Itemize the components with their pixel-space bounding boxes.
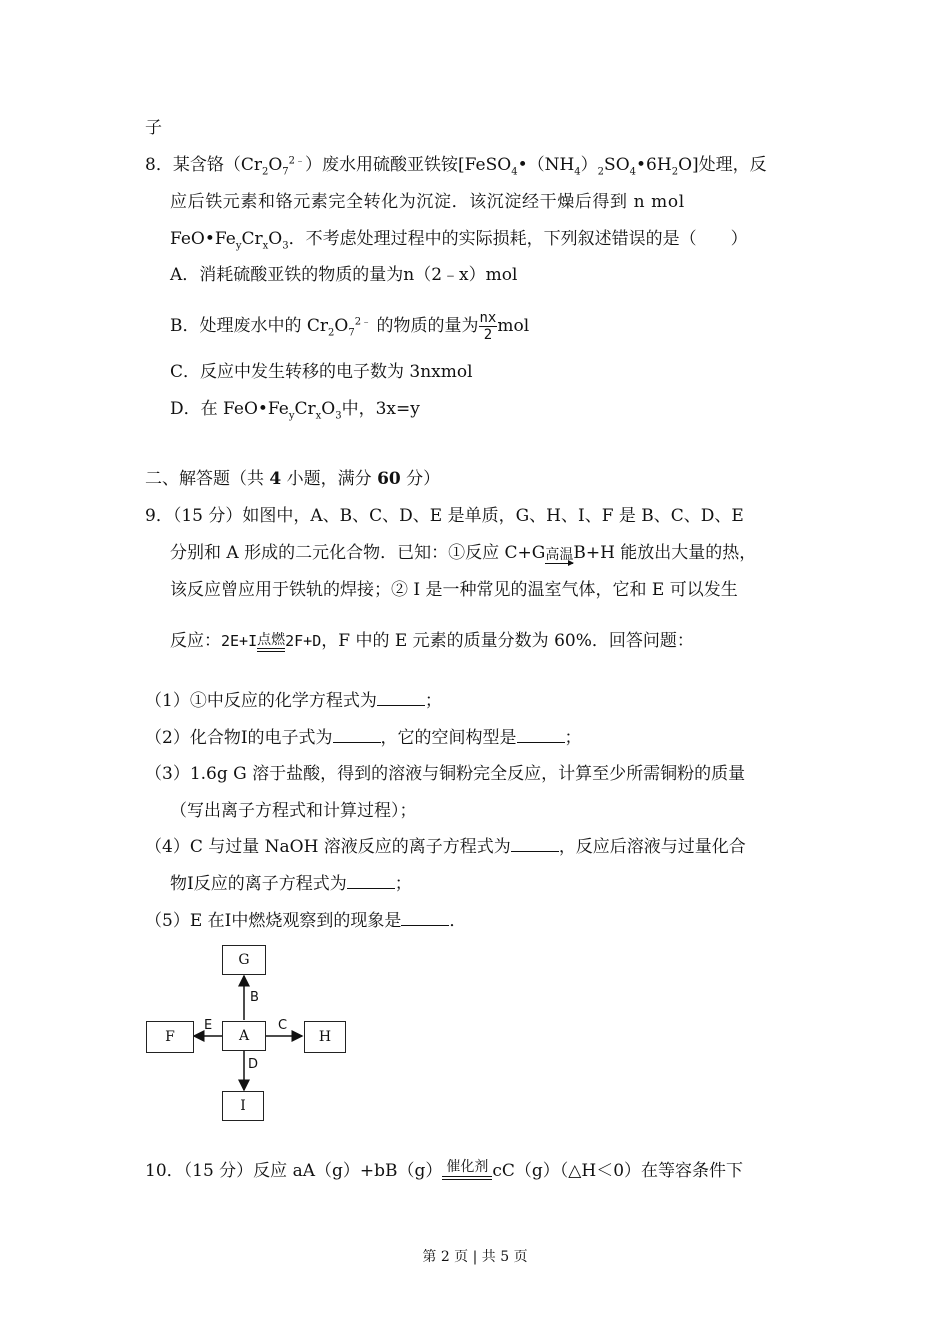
- node-g: G: [222, 945, 266, 975]
- node-h: H: [304, 1021, 346, 1053]
- q8-option-d: D．在 $FeO•Fe_yCr_xO_3$中，3x=y: [170, 399, 420, 422]
- q9-sub4-line1: （4）C 与过量 NaOH 溶液反应的离子方程式为 ，反应后溶液与过量化合: [145, 837, 746, 857]
- q8-line2: 应后铁元素和铬元素完全转化为沉淀．该沉淀经干燥后得到 n mol: [170, 192, 685, 212]
- q9-sub3-line1: （3）1.6g G 溶于盐酸，得到的溶液与铜粉完全反应，计算至少所需铜粉的质量: [145, 764, 746, 784]
- edge-label-c: C: [278, 1018, 288, 1033]
- q8-option-b: B．处理废水中的 $Cr_2O_7^{2﹣}$ 的物质的量为 $\frac{nx}{2}$ mol: [170, 310, 530, 343]
- q8-option-c: C．反应中发生转移的电子数为 3nxmol: [170, 362, 473, 382]
- q10-number: 10．: [145, 1161, 184, 1181]
- q9-sub1: （1）①中反应的化学方程式为 ；: [145, 691, 442, 711]
- q9-number: 9．: [145, 506, 173, 526]
- q8-option-a: A．消耗硫酸亚铁的物质的量为n（2﹣x）mol: [170, 265, 518, 285]
- prev-page-tail: 子: [145, 118, 162, 138]
- node-f: F: [146, 1021, 194, 1053]
- ignition-condition-equals: 点燃: [257, 633, 285, 652]
- catalyst-reversible-arrow: 催化剂: [442, 1160, 492, 1182]
- q9-line3: 该反应曾应用于铁轨的焊接；② I 是一种常见的温室气体，它和 E 可以发生: [170, 580, 738, 600]
- fraction-nx-over-2: $\frac{nx}{2}$: [479, 310, 497, 343]
- q8-number: 8．: [145, 155, 173, 175]
- edge-label-d: D: [248, 1057, 259, 1072]
- relation-diagram: [140, 940, 360, 1125]
- q8-line3: $FeO•Fe_yCr_xO_3$．不考虑处理过程中的实际损耗，下列叙述错误的是（ ）: [170, 229, 748, 252]
- q9-sub3-line2: （写出离子方程式和计算过程）；: [170, 801, 417, 821]
- node-a: A: [222, 1021, 266, 1051]
- q9-line4: 反应：2E+I 点燃 2F+D，F 中的 E 元素的质量分数为 60%．回答问题：: [170, 631, 694, 651]
- q8-line1: 8．某含铬$(Cr_2O_7^{2﹣})$废水用硫酸亚铁铵$[FeSO_4•(NH_4)_2SO_4•6H_2O]$处理，反: [145, 155, 767, 178]
- q9-line1: 9．（15 分）如图中，A、B、C、D、E 是单质，G、H、I、F 是 B、C、D、E: [145, 506, 744, 526]
- q9-line2: 分别和 A 形成的二元化合物．已知：①反应 C+G 高温 B+H 能放出大量的热，: [170, 543, 757, 563]
- q9-sub2: （2）化合物Ⅰ的电子式为 ，它的空间构型是 ；: [145, 728, 582, 748]
- q9-sub5: （5）E 在Ⅰ中燃烧观察到的现象是 ．: [145, 911, 467, 931]
- edge-label-b: B: [250, 990, 259, 1005]
- q10-line1: 10．（15 分）反应 aA（g）+bB（g） 催化剂 cC（g）（△H＜0）在等容条件下: [145, 1159, 744, 1181]
- section-heading: 二、解答题（共 4 小题，满分 60 分）: [145, 469, 441, 489]
- page-footer: 第 2 页 | 共 5 页: [422, 1249, 528, 1265]
- node-i: I: [222, 1091, 264, 1121]
- q9-sub4-line2: 物Ⅰ反应的离子方程式为 ；: [170, 874, 412, 894]
- edge-label-e: E: [204, 1018, 213, 1033]
- high-temp-condition-arrow: 高温: [545, 547, 574, 563]
